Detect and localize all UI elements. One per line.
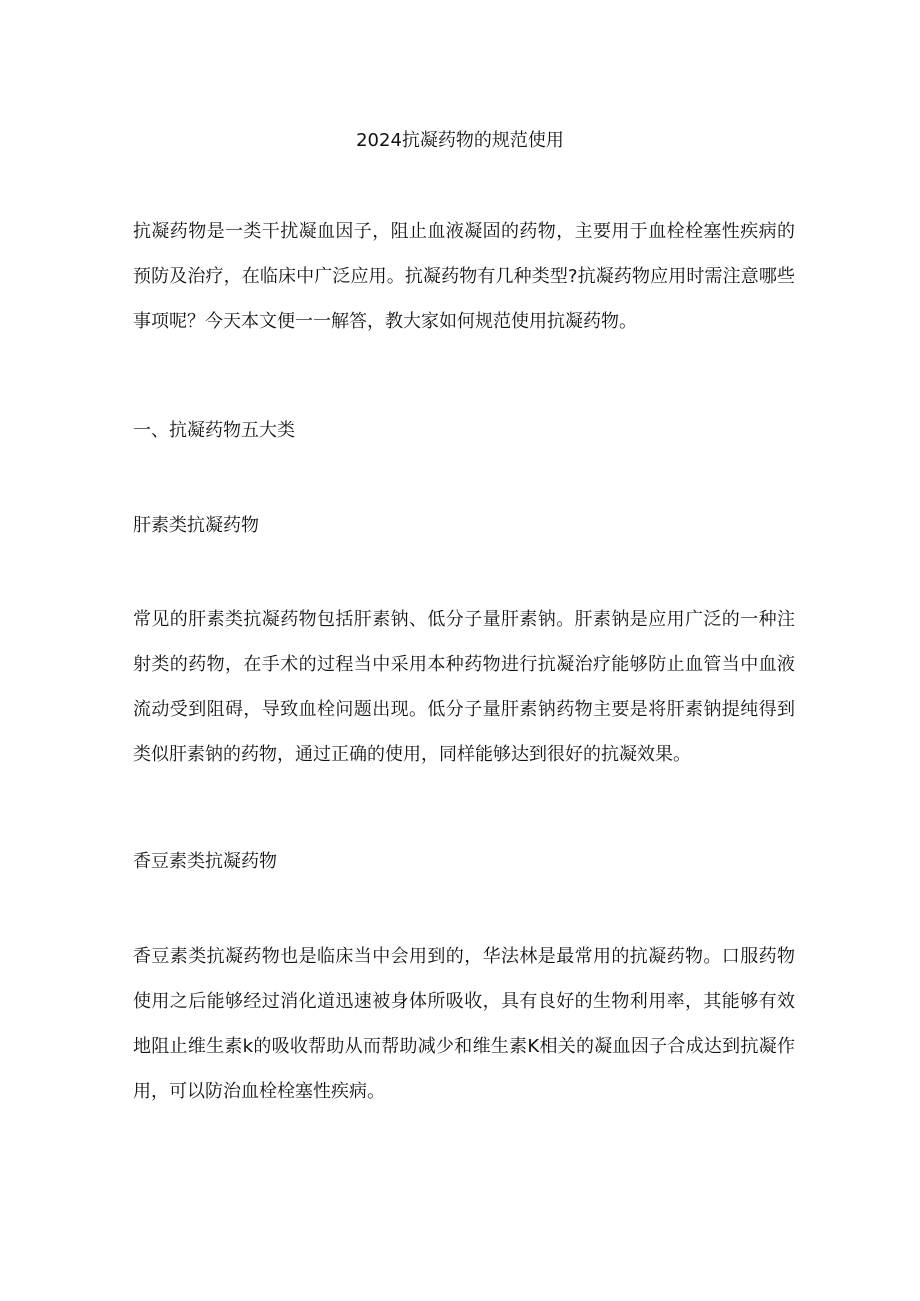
intro-paragraph: 抗凝药物是一类干扰凝血因子，阻止血液凝固的药物，主要用于血栓栓塞性疾病的预防及治疗，在临床中广泛应用。抗凝药物有几种类型?抗凝药物应用时需注意哪些事项呢？今天本文便一一解答，教大家如何规范使用抗凝药物。 [133,221,795,332]
coumarin-paragraph: 香豆素类抗凝药物也是临床当中会用到的，华法林是最常用的抗凝药物。口服药物使用之后能够经过消化道迅速被身体所吸收，具有良好的生物利用率，其能够有效地阻止维生素k的吸收帮助从而帮助减少和维生素K相关的凝血因子合成达到抗凝作用，可以防治血栓栓塞性疾病。 [133,946,795,1102]
heparin-paragraph: 常见的肝素类抗凝药物包括肝素钠、低分子量肝素钠。肝素钠是应用广泛的一种注射类的药物，在手术的过程当中采用本种药物进行抗凝治疗能够防止血管当中血液流动受到阻碍，导致血栓问题出现。低分子量肝素钠药物主要是将肝素钠提纯得到类似肝素钠的药物，通过正确的使用，同样能够达到很好的抗凝效果。 [133,609,795,765]
subheading-coumarin: 香豆素类抗凝药物 [133,851,277,872]
section-heading-anticoagulant-classes: 一、抗凝药物五大类 [133,420,295,441]
document-title: 2024抗凝药物的规范使用 [356,130,564,151]
subheading-heparin: 肝素类抗凝药物 [133,515,259,536]
